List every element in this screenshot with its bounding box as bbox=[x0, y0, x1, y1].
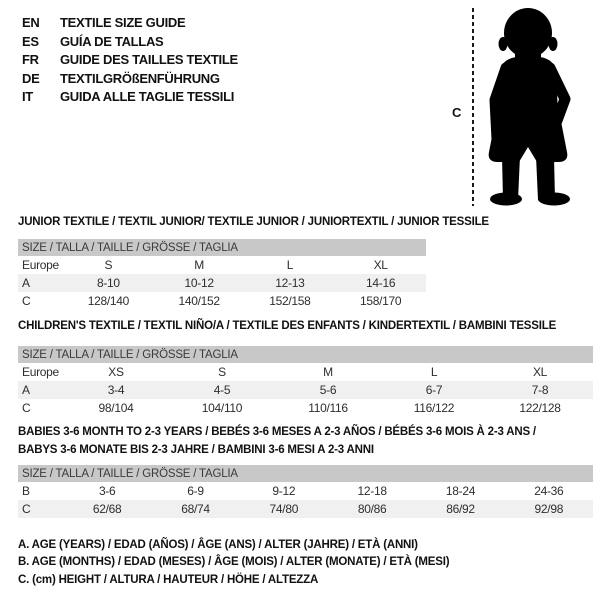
children-table-title: CHILDREN'S TEXTILE / TEXTIL NIÑO/A / TEXTILE DES ENFANTS / KINDERTEXTIL / BAMBINI TESSILE bbox=[18, 320, 557, 332]
size-cell: 12-13 bbox=[245, 274, 336, 292]
size-cell: 12-18 bbox=[357, 484, 387, 498]
size-cell: M bbox=[323, 365, 333, 379]
size-cell: 6-9 bbox=[187, 484, 204, 498]
row-label: Europe bbox=[22, 258, 59, 272]
table-row bbox=[18, 482, 593, 500]
size-cell: 3-4 bbox=[63, 381, 169, 399]
language-row bbox=[22, 70, 238, 89]
size-cell: 98/104 bbox=[98, 401, 134, 415]
size-cell: 128/140 bbox=[87, 294, 130, 308]
language-label: GUÍA DE TALLAS bbox=[60, 33, 164, 49]
size-cell: 7-8 bbox=[487, 381, 593, 399]
size-cell: 104/110 bbox=[201, 401, 243, 415]
babies-table-title-line2: BABYS 3-6 MONATE BIS 2-3 JAHRE / BAMBINI 3-6 MESI A 2-3 ANNI bbox=[18, 444, 374, 456]
size-header-row bbox=[18, 346, 593, 363]
size-cell: S bbox=[218, 365, 226, 379]
language-code: FR bbox=[22, 52, 39, 68]
size-cell: 80/86 bbox=[328, 500, 416, 518]
footnote-c: C. (cm) HEIGHT / ALTURA / HAUTEUR / HÖHE / ALTEZZA bbox=[18, 573, 319, 586]
row-label: A bbox=[18, 274, 63, 292]
row-label: Europe bbox=[22, 365, 59, 379]
size-cell: 4-5 bbox=[169, 381, 275, 399]
size-cell: XS bbox=[108, 365, 124, 379]
junior-table-title: JUNIOR TEXTILE / TEXTIL JUNIOR/ TEXTILE JUNIOR / JUNIORTEXTIL / JUNIOR TESSILE bbox=[18, 216, 489, 228]
footnote-a: A. AGE (YEARS) / EDAD (AÑOS) / ÂGE (ANS) / ALTER (JAHRE) / ETÀ (ANNI) bbox=[18, 539, 418, 551]
size-cell: 6-7 bbox=[381, 381, 487, 399]
size-header-row bbox=[18, 465, 593, 482]
language-row bbox=[22, 14, 238, 33]
table-row bbox=[18, 381, 593, 399]
footnote-legend bbox=[18, 537, 449, 589]
height-measure-line bbox=[472, 8, 474, 206]
size-cell: L bbox=[430, 365, 438, 379]
size-cell: 74/80 bbox=[240, 500, 328, 518]
size-header-bar: SIZE / TALLA / TAILLE / GRÖSSE / TAGLIA bbox=[18, 239, 426, 256]
toddler-silhouette bbox=[482, 6, 582, 206]
size-cell: 24-36 bbox=[534, 484, 564, 498]
size-cell: 3-6 bbox=[98, 484, 116, 498]
table-row bbox=[18, 274, 426, 292]
size-cell: 68/74 bbox=[151, 500, 239, 518]
height-measure-label: C bbox=[452, 105, 462, 120]
size-header-bar: SIZE / TALLA / TAILLE / GRÖSSE / TAGLIA bbox=[18, 346, 593, 363]
size-cell: 8-10 bbox=[63, 274, 154, 292]
language-label: TEXTILE SIZE GUIDE bbox=[60, 15, 186, 30]
language-label: GUIDE DES TAILLES TEXTILE bbox=[60, 52, 238, 68]
size-header-bar: SIZE / TALLA / TAILLE / GRÖSSE / TAGLIA bbox=[18, 465, 593, 482]
babies-table-title bbox=[18, 423, 583, 459]
row-label: C bbox=[22, 294, 31, 308]
size-cell: 9-12 bbox=[272, 484, 296, 498]
language-label: GUIDA ALLE TAGLIE TESSILI bbox=[60, 89, 235, 105]
row-label: C bbox=[22, 401, 31, 415]
language-code: IT bbox=[22, 89, 33, 105]
size-cell: 152/158 bbox=[269, 294, 311, 308]
row-label: C bbox=[18, 500, 63, 518]
language-row bbox=[22, 51, 238, 70]
language-code: ES bbox=[22, 33, 39, 49]
table-row bbox=[18, 500, 593, 518]
size-cell: 62/68 bbox=[63, 500, 151, 518]
size-cell: 158/170 bbox=[359, 294, 402, 308]
size-cell: M bbox=[194, 258, 204, 272]
size-cell: 140/152 bbox=[178, 294, 220, 308]
size-header-row bbox=[18, 239, 426, 256]
size-cell: XL bbox=[532, 365, 548, 379]
junior-size-table bbox=[18, 239, 426, 310]
language-row bbox=[22, 88, 238, 107]
children-size-table bbox=[18, 346, 593, 417]
size-cell: 116/122 bbox=[413, 401, 455, 415]
size-cell: 86/92 bbox=[416, 500, 504, 518]
size-cell: 10-12 bbox=[154, 274, 245, 292]
size-cell: 92/98 bbox=[505, 500, 593, 518]
language-code: EN bbox=[22, 15, 40, 30]
size-cell: S bbox=[104, 258, 113, 272]
size-cell: 122/128 bbox=[519, 401, 561, 415]
size-cell: 5-6 bbox=[275, 381, 381, 399]
language-label: TEXTILGRÖßENFÜHRUNG bbox=[60, 70, 220, 86]
language-row bbox=[22, 33, 238, 52]
table-row bbox=[18, 363, 593, 381]
row-label: B bbox=[22, 484, 30, 498]
size-cell: XL bbox=[373, 258, 388, 272]
size-cell: 110/116 bbox=[308, 401, 348, 415]
size-cell: 14-16 bbox=[335, 274, 426, 292]
size-cell: 18-24 bbox=[445, 484, 476, 498]
row-label: A bbox=[18, 381, 63, 399]
babies-size-table bbox=[18, 465, 593, 518]
size-cell: L bbox=[286, 258, 294, 272]
language-code: DE bbox=[22, 70, 40, 86]
babies-table-title-line1: BABIES 3-6 MONTH TO 2-3 YEARS / BEBÉS 3-6 MESES A 2-3 AÑOS / BÉBÉS 3-6 MOIS À 2-3 ANS / bbox=[18, 426, 536, 438]
table-row bbox=[18, 399, 593, 417]
table-row bbox=[18, 292, 426, 310]
footnote-b: B. AGE (MONTHS) / EDAD (MESES) / ÂGE (MOIS) / ALTER (MONATE) / ETÀ (MESI) bbox=[18, 556, 450, 569]
table-row bbox=[18, 256, 426, 274]
language-title-list bbox=[22, 14, 238, 107]
